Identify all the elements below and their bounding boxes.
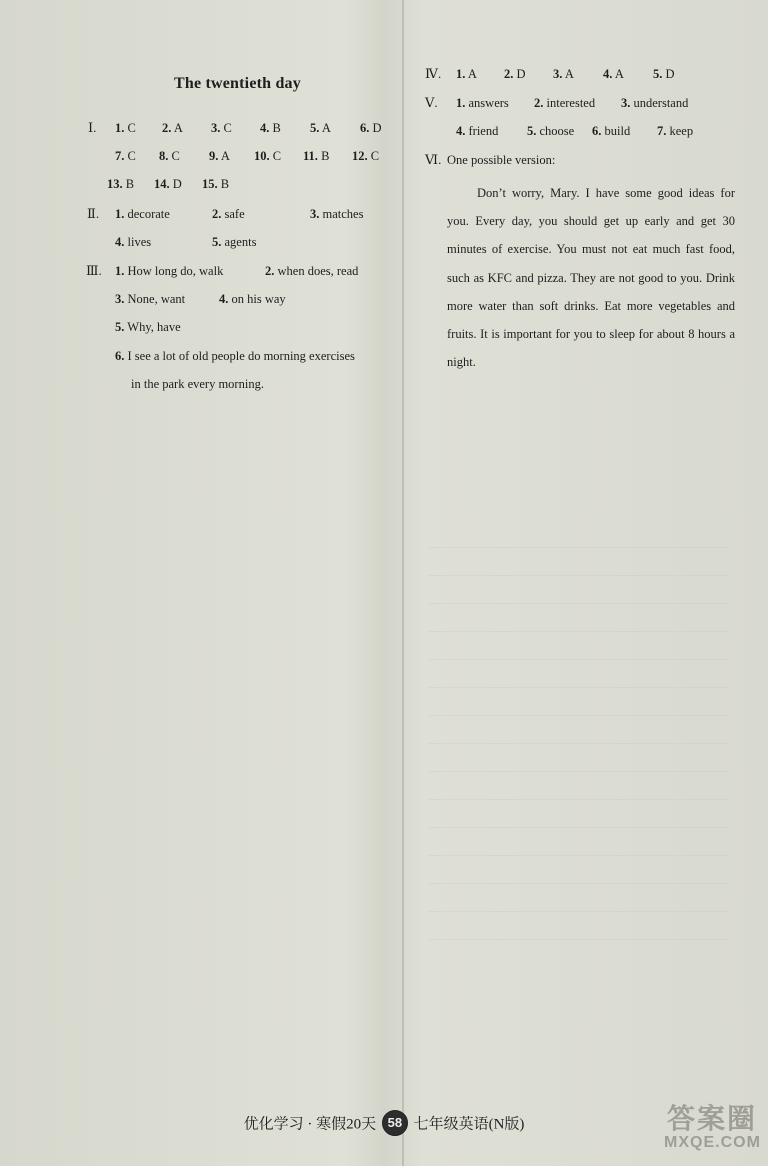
section-roman: Ⅳ. xyxy=(425,66,442,81)
page-footer xyxy=(0,1110,768,1136)
watermark-text: 答案圈 xyxy=(666,1103,757,1134)
page-title: The twentieth day xyxy=(174,75,301,92)
essay-paragraph: Don’t worry, Mary. I have some good ideas for you. Every day, you should get up early and get 30 minutes of exercise. You must not eat much fast food, such as KFC and pizza. They are not good to you. Drink more water than soft drinks. Eat more vegetables and fruits. It is important for you to sleep for about 8 hours a night. xyxy=(447,186,735,370)
page-fold xyxy=(402,0,404,1166)
answer-row-continuation: in the park every morning. xyxy=(131,377,264,391)
section-roman: Ⅲ. xyxy=(86,263,102,278)
section-roman: Ⅱ. xyxy=(87,206,100,221)
page-number: 58 xyxy=(382,1110,408,1136)
watermark-url: MXQE.COM xyxy=(664,1134,761,1151)
section-roman: Ⅵ. xyxy=(425,152,442,167)
grade-subject: 七年级英语(N版) xyxy=(413,1116,525,1133)
book-title: 优化学习 · 寒假20天 xyxy=(243,1116,377,1133)
bleed-through-text xyxy=(428,520,728,940)
answer-row: 6. I see a lot of old people do morning exercises xyxy=(115,349,355,363)
site-watermark xyxy=(664,1104,760,1160)
essay-label: One possible version: xyxy=(447,153,556,167)
section-roman: Ⅰ. xyxy=(88,120,97,135)
section-roman: Ⅴ. xyxy=(425,95,438,110)
